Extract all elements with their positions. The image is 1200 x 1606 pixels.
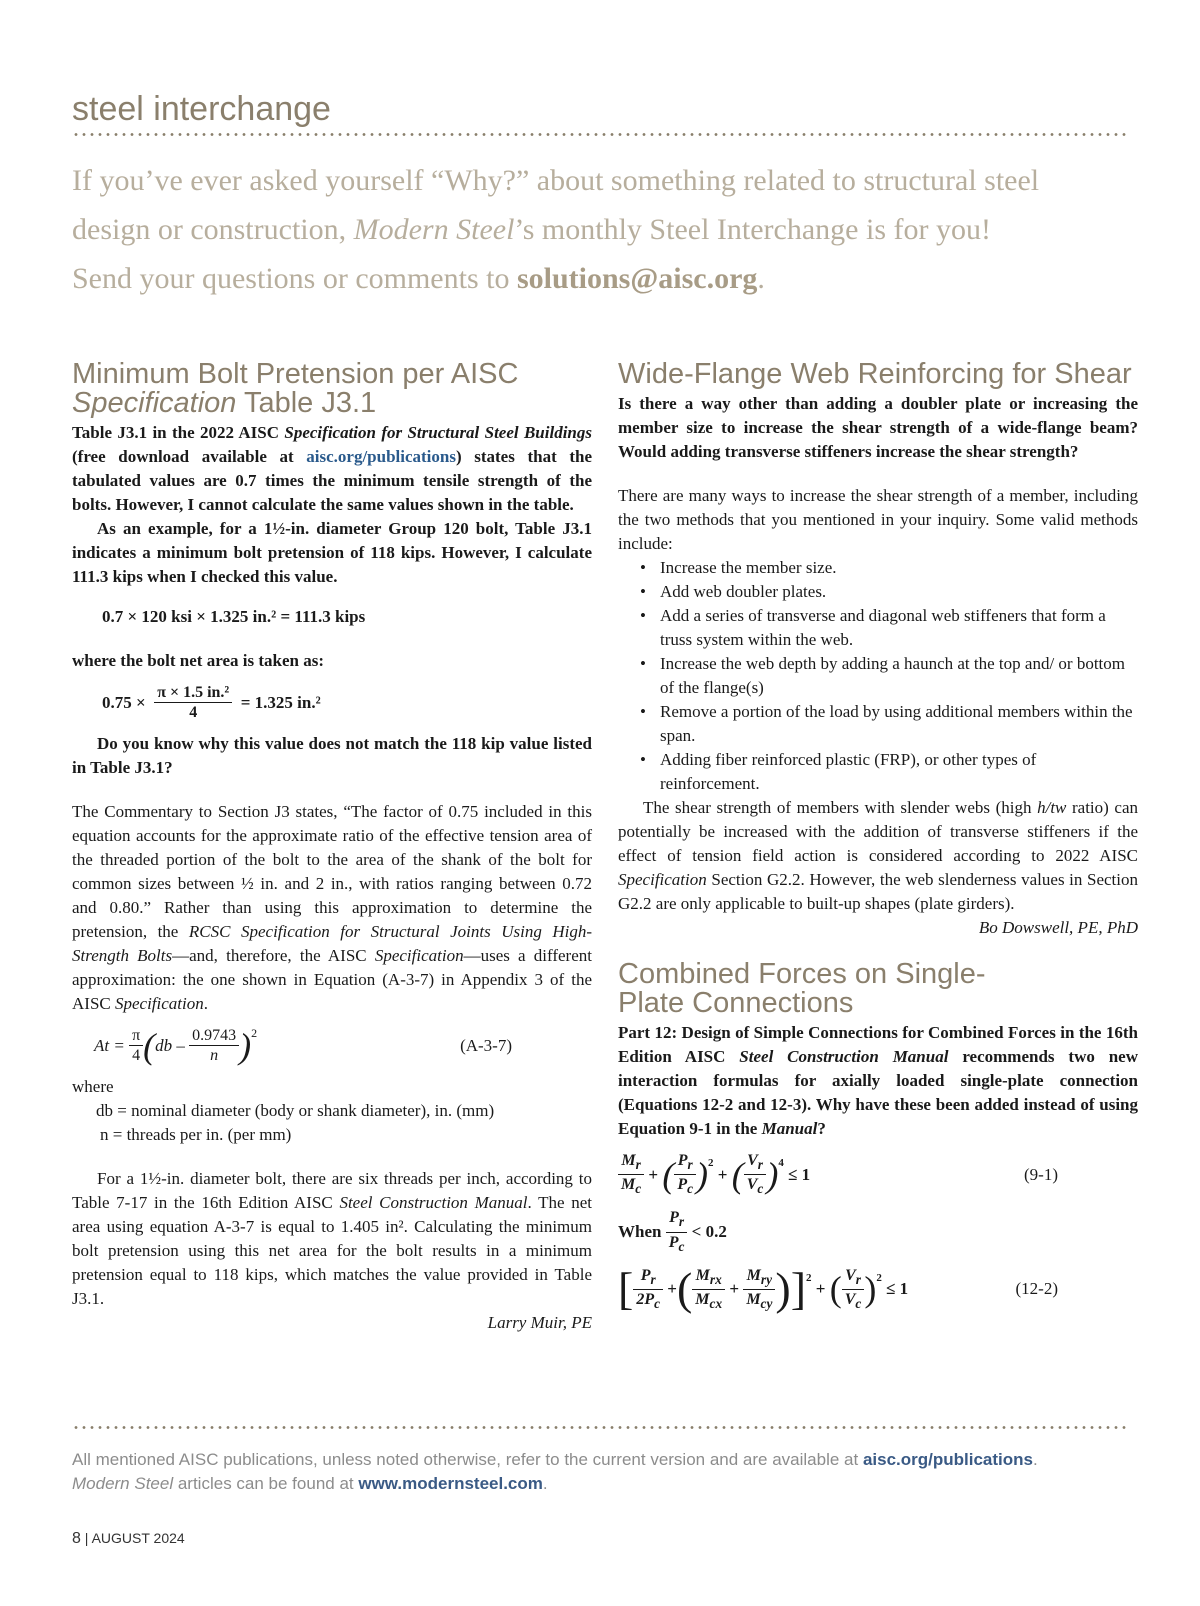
article1-answer-1: The Commentary to Section J3 states, “The factor of 0.75 included in this equation accounts for the approximate ratio of the effective tension area of the threaded portion of the bolt to the area of the shank of the bolt for common sizes between ½ in. and 2 in., with ratios ranging between 0.72 and 0.80.” Rather than using this approximation to determine the pretension, the RCSC Specification for Structural Joints Using High-Strength Bolts—and, therefore, the AISC Specification—uses a different approximation: the one shown in Equation (A-3-7) in Appendix 3 of the AISC Specification. <box>72 802 593 1013</box>
right-column <box>618 360 1138 1313</box>
top-dotted-divider <box>72 133 1130 136</box>
definition-n: n = threads per in. (per mm) <box>100 1125 292 1144</box>
equation-net-area: 0.75 × $\frac{\text{π × 1.5 in.²}}{4}$ = 1.325 in.² <box>102 684 321 721</box>
list-item: • Add a series of transverse and diagonal web stiffeners that form a truss system within the web. <box>640 604 1138 652</box>
intro-line-1: If you’ve ever asked yourself “Why?” about something related to structural steel <box>72 164 1040 197</box>
article1-signature: Larry Muir, PE <box>487 1313 592 1332</box>
list-item: • Remove a portion of the load by using additional members within the span. <box>640 700 1138 748</box>
article3-title: Combined Forces on Single-Plate Connections <box>618 958 986 1019</box>
issue-date: AUGUST 2024 <box>91 1530 185 1546</box>
where-label: where <box>72 1077 114 1096</box>
page-number: 8 <box>72 1530 81 1547</box>
intro-line-2: design or construction, Modern Steel’s monthly Steel Interchange is for you! <box>72 213 991 246</box>
footer-note: All mentioned AISC publications, unless noted otherwise, refer to the current version and are available at aisc.org/publications. Modern Steel articles can be found at www.modernsteel.com. <box>72 1450 1038 1493</box>
article2-title: Wide-Flange Web Reinforcing for Shear <box>618 358 1132 390</box>
definition-db: db = nominal diameter (body or shank diameter), in. (mm) <box>96 1101 495 1120</box>
list-item: • Adding fiber reinforced plastic (FRP), or other types of reinforcement. <box>640 748 1138 796</box>
equation-9-1: $\frac{M_r}{M_c}$ + ( $\frac{P_r}{P_c}$ ) $^2$ + ( $\frac{V_r}{V_c}$ ) $^4$ ≤ 1 (9-1) <box>618 1151 1138 1198</box>
article2-answer-intro: There are many ways to increase the shear strength of a member, including the two methods that you mentioned in your inquiry. Some valid methods include: <box>618 486 1138 553</box>
bottom-dotted-divider <box>72 1426 1130 1429</box>
condition-when: When $\frac{P_r}{P_c}$ < 0.2 <box>618 1209 727 1254</box>
list-item: • Increase the member size. <box>640 556 1138 580</box>
article1-question-3: Do you know why this value does not match the 118 kip value listed in Table J3.1? <box>72 734 592 777</box>
article1-question-1: Table J3.1 in the 2022 AISC Specification for Structural Steel Buildings (free download available at aisc.org/publications) states that the tabulated values are 0.7 times the minimum tensile strength of the bolts. However, I cannot calculate the same values shown in the table. <box>72 423 593 514</box>
list-item: • Add web doubler plates. <box>640 580 1138 604</box>
footer-modernsteel-link[interactable]: www.modernsteel.com <box>358 1474 543 1493</box>
intro-line-3: Send your questions or comments to solutions@aisc.org. <box>72 262 765 295</box>
net-area-label: where the bolt net area is taken as: <box>72 651 324 670</box>
page-footer: 8 | AUGUST 2024 <box>72 1530 185 1547</box>
article2-question: Is there a way other than adding a doubler plate or increasing the member size to increase the shear strength of a wide-flange beam? Would adding transverse stiffeners increase the shear strength? <box>618 394 1138 461</box>
equation-a-3-7: At = $\frac{\pi}{4}$ ( db – $\frac{0.9743}{n}$ ) $^2$ (A-3-7) <box>94 1025 512 1066</box>
methods-list <box>618 556 1138 796</box>
intro-text <box>72 156 1132 303</box>
list-item: • Increase the web depth by adding a haunch at the top and/ or bottom of the flange(s) <box>640 652 1138 700</box>
article1-question-2: As an example, for a 1½-in. diameter Group 120 bolt, Table J3.1 indicates a minimum bolt pretension of 118 kips. However, I calculate 111.3 kips when I checked this value. <box>72 519 592 586</box>
equation-pretension: 0.7 × 120 ksi × 1.325 in.² = 111.3 kips <box>102 607 366 626</box>
footer-publications-link[interactable]: aisc.org/publications <box>862 1450 1033 1469</box>
left-column <box>72 360 592 1335</box>
equation-label-9-1: (9-1) <box>1024 1164 1058 1184</box>
article1-answer-2: For a 1½-in. diameter bolt, there are six threads per inch, according to Table 7-17 in the 16th Edition AISC Steel Construction Manual. The net area using equation A-3-7 is equal to 1.405 in². Calculating the minimum bolt pretension using this net area for the bolt results in a minimum pretension equal to 118 kips, which matches the value provided in Table J3.1. <box>72 1169 592 1308</box>
equation-label-12-2: (12-2) <box>1015 1279 1058 1299</box>
email-link[interactable]: solutions@aisc.org <box>516 262 758 295</box>
equation-label-a-3-7: (A-3-7) <box>460 1035 512 1055</box>
section-title: steel interchange <box>72 90 331 128</box>
article3-question: Part 12: Design of Simple Connections for Combined Forces in the 16th Edition AISC Steel Construction Manual recommends two new interaction formulas for axially loaded single-plate connection (Equations 12-2 and 12-3). Why have these been added instead of using Equation 9-1 in the Manual? <box>618 1023 1138 1138</box>
equation-12-2: [ $\frac{P_r}{2P_c}$ + ( $\frac{M_{rx}}{M_{cx}}$ + $\frac{M_{ry}}{M_{cy}}$ )] $^2$ + ( $\frac{V_r}{V_c}$ ) $^2$ ≤ 1 (12-2) <box>618 1263 1058 1315</box>
article1-title: Minimum Bolt Pretension per AISC Specification Table J3.1 <box>72 358 519 419</box>
article2-answer-body: The shear strength of members with slender webs (high h/tw ratio) can potentially be increased with the addition of transverse stiffeners if the effect of tension field action is considered according to 2022 AISC Specification Section G2.2. However, the web slenderness values in Section G2.2 are only applicable to built-up shapes (plate girders). <box>618 798 1138 913</box>
article2-signature: Bo Dowswell, PE, PhD <box>978 918 1138 937</box>
publications-link[interactable]: aisc.org/publications <box>306 447 456 466</box>
